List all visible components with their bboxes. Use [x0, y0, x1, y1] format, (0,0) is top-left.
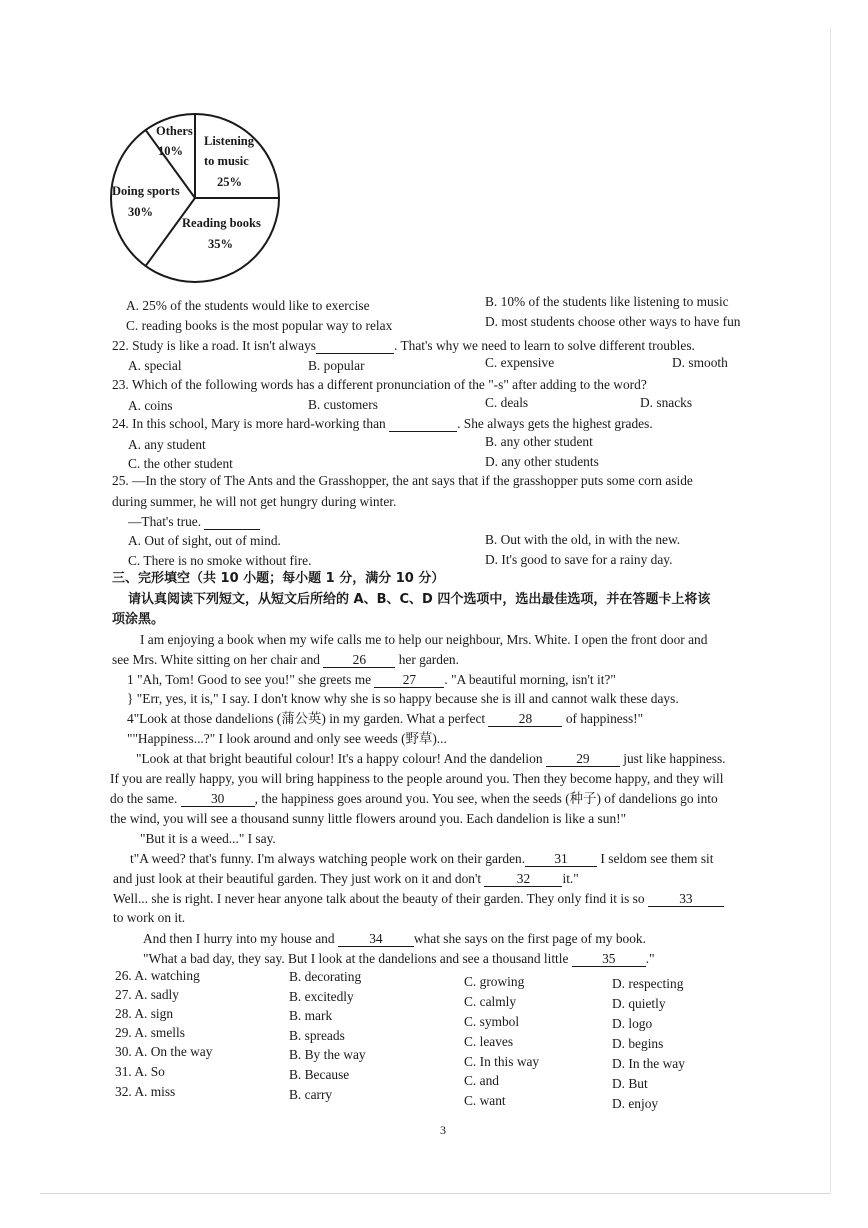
- option-row-31-d: D. But: [612, 1076, 648, 1091]
- q21-option-c: C. reading books is the most popular way to relax: [126, 318, 393, 333]
- option-row-26-d: D. respecting: [612, 976, 684, 991]
- blank-27: 27: [374, 672, 444, 688]
- q25-option-c: C. There is no smoke without fire.: [128, 553, 312, 568]
- passage-p9-line2: to work on it.: [113, 910, 186, 925]
- q25-stem-line3: —That's true.: [128, 514, 260, 530]
- option-row-32-a: 32. A. miss: [115, 1084, 176, 1099]
- passage-p6-line3: do the same. 30 , the happiness goes around you. You see, when the seeds (种子) of dandelions go into: [110, 791, 718, 806]
- q24-option-b: B. any other student: [485, 434, 593, 449]
- option-row-31-b: B. Because: [289, 1067, 350, 1082]
- margin-mark-2: }: [127, 691, 134, 706]
- q21-option-d: D. most students choose other ways to have fun: [485, 314, 741, 329]
- q25-option-b: B. Out with the old, in with the new.: [485, 532, 681, 547]
- slice-label-listening-line2: to music: [204, 154, 249, 168]
- margin-mark-4: ": [127, 731, 133, 746]
- q22-option-b: B. popular: [308, 358, 365, 373]
- option-row-27-b: B. excitedly: [289, 989, 354, 1004]
- option-row-28-c: C. symbol: [464, 1014, 520, 1029]
- passage-p3: } "Err, yes, it is," I say. I don't know why she is so happy because she is ill and cannot walk these days.: [127, 691, 679, 706]
- q25-stem-line1: 25. —In the story of The Ants and the Grasshopper, the ant says that if the grasshopper puts some corn aside: [112, 473, 693, 488]
- slice-pct-sports: 30%: [128, 205, 153, 219]
- option-row-32-d: D. enjoy: [612, 1096, 659, 1111]
- option-row-32-c: C. want: [464, 1093, 506, 1108]
- q24-option-a: A. any student: [128, 437, 206, 452]
- q23-option-c: C. deals: [485, 395, 529, 410]
- passage-p8-line2: and just look at their beautiful garden. They just work on it and don't 32 it.": [113, 871, 579, 886]
- q25-stem-line2: during summer, he will not get hungry during winter.: [112, 494, 397, 509]
- option-row-28-a: 28. A. sign: [115, 1006, 174, 1021]
- q21-option-a: A. 25% of the students would like to exercise: [126, 298, 370, 313]
- passage-p4: 4"Look at those dandelions (蒲公英) in my garden. What a perfect 28 of happiness!": [127, 711, 644, 726]
- passage-p1-line2: see Mrs. White sitting on her chair and 26 her garden.: [112, 652, 459, 667]
- slice-pct-listening: 25%: [217, 175, 242, 189]
- section3-instruction-line2: 项涂黑。: [112, 612, 165, 627]
- blank-30: 30: [181, 791, 255, 807]
- slice-pct-others: 10%: [158, 144, 183, 158]
- blank-28: 28: [488, 711, 562, 727]
- option-row-30-b: B. By the way: [289, 1047, 366, 1062]
- option-row-29-c: C. leaves: [464, 1034, 514, 1049]
- passage-p7: "But it is a weed..." I say.: [140, 831, 276, 846]
- slice-label-sports: Doing sports: [112, 184, 180, 198]
- q22-option-c: C. expensive: [485, 355, 555, 370]
- q23-stem: 23. Which of the following words has a different pronunciation of the "-s" after adding to the word?: [112, 377, 647, 392]
- q24-stem: 24. In this school, Mary is more hard-working than . She always gets the highest grades.: [112, 416, 653, 431]
- option-row-26-c: C. growing: [464, 974, 525, 989]
- blank-33: 33: [648, 891, 724, 907]
- q24-option-d: D. any other students: [485, 454, 599, 469]
- option-row-30-c: C. In this way: [464, 1054, 540, 1069]
- q23-option-a: A. coins: [128, 398, 173, 413]
- q23-option-d: D. snacks: [640, 395, 693, 410]
- pie-chart: [104, 112, 286, 284]
- passage-p1-line1: I am enjoying a book when my wife calls me to help our neighbour, Mrs. White. I open the front door and: [140, 632, 708, 647]
- option-row-30-a: 30. A. On the way: [115, 1044, 213, 1059]
- q22-stem: 22. Study is like a road. It isn't always . That's why we need to learn to solve different troubles.: [112, 338, 695, 353]
- option-row-26-b: B. decorating: [289, 969, 362, 984]
- q24-option-c: C. the other student: [128, 456, 233, 471]
- q25-option-a: A. Out of sight, out of mind.: [128, 533, 281, 548]
- option-row-28-d: D. logo: [612, 1016, 653, 1031]
- slice-label-reading: Reading books: [182, 216, 261, 230]
- option-row-27-c: C. calmly: [464, 994, 517, 1009]
- blank-31: 31: [525, 851, 597, 867]
- q23-option-b: B. customers: [308, 397, 378, 412]
- q25-option-d: D. It's good to save for a rainy day.: [485, 552, 673, 567]
- margin-mark-1: 1: [127, 672, 134, 687]
- passage-p6-line4: the wind, you will see a thousand sunny little flowers around you. Each dandelion is like a sun!": [110, 811, 627, 826]
- q22-option-a: A. special: [128, 358, 182, 373]
- slice-label-others: Others: [156, 124, 193, 138]
- passage-p2: 1 "Ah, Tom! Good to see you!" she greets me 27 . "A beautiful morning, isn't it?": [127, 672, 616, 687]
- passage-p6-line1: "Look at that bright beautiful colour! It's a happy colour! And the dandelion 29 just like happiness.: [136, 751, 726, 766]
- option-row-31-a: 31. A. So: [115, 1064, 165, 1079]
- passage-p9-line1: Well... she is right. I never hear anyone talk about the beauty of their garden. They only find it is so 33: [113, 891, 724, 907]
- blank-26: 26: [323, 652, 395, 668]
- option-row-31-c: C. and: [464, 1073, 499, 1088]
- blank-29: 29: [546, 751, 620, 767]
- slice-label-listening-line1: Listening: [204, 134, 255, 148]
- page-number: 3: [440, 1123, 446, 1137]
- option-row-29-d: D. begins: [612, 1036, 664, 1051]
- section3-instruction-line1: 请认真阅读下列短文，从短文后所给的 A、B、C、D 四个选项中，选出最佳选项，并在答题卡上将该: [128, 592, 711, 607]
- option-row-30-d: D. In the way: [612, 1056, 685, 1071]
- q21-option-b: B. 10% of the students like listening to music: [485, 294, 729, 309]
- option-row-32-b: B. carry: [289, 1087, 333, 1102]
- blank-35: 35: [572, 951, 646, 967]
- option-row-27-a: 27. A. sadly: [115, 987, 179, 1002]
- section3-title: 三、完形填空（共 10 小题；每小题 1 分，满分 10 分）: [112, 571, 445, 586]
- passage-p5: ""Happiness...?" I look around and only see weeds (野草)...: [127, 731, 447, 746]
- q22-option-d: D. smooth: [672, 355, 728, 370]
- margin-mark-5: t: [130, 851, 134, 866]
- passage-p10: And then I hurry into my house and 34 what she says on the first page of my book.: [143, 931, 646, 946]
- option-row-29-b: B. spreads: [289, 1028, 345, 1043]
- option-row-26-a: 26. A. watching: [115, 968, 200, 983]
- passage-p11: "What a bad day, they say. But I look at the dandelions and see a thousand little 35 .": [143, 951, 655, 966]
- slice-pct-reading: 35%: [208, 237, 233, 251]
- margin-mark-3: 4: [127, 711, 134, 726]
- passage-p6-line2: If you are really happy, you will bring happiness to the people around you. Then they become happy, and they will: [110, 771, 724, 786]
- option-row-28-b: B. mark: [289, 1008, 333, 1023]
- option-row-29-a: 29. A. smells: [115, 1025, 185, 1040]
- option-row-27-d: D. quietly: [612, 996, 666, 1011]
- blank-32: 32: [484, 871, 562, 887]
- blank-34: 34: [338, 931, 414, 947]
- pie-slice-divider-2: [146, 198, 195, 266]
- passage-p8-line1: t"A weed? that's funny. I'm always watching people work on their garden. 31 I seldom see them sit: [130, 851, 714, 866]
